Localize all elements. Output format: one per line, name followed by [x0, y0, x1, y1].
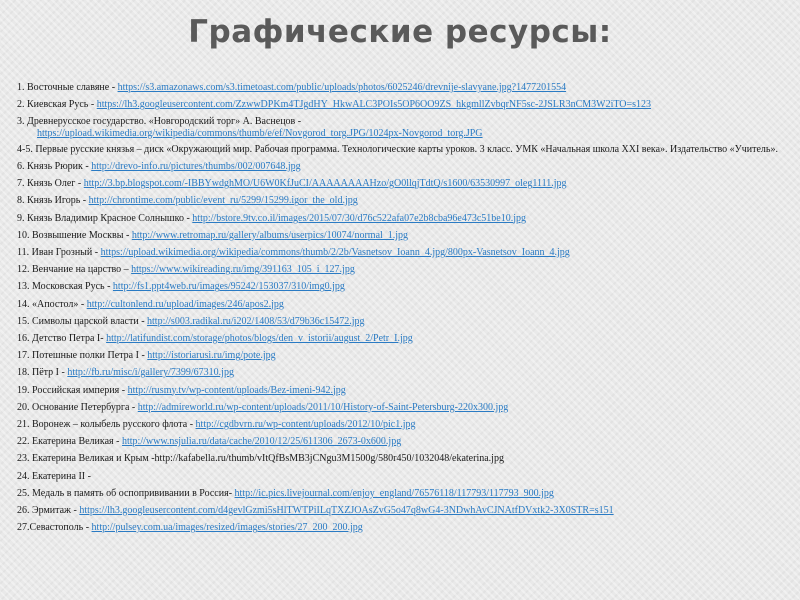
item-link[interactable]: http://s003.radikal.ru/i202/1408/53/d79b36c15472.jpg	[147, 315, 365, 327]
item-link[interactable]: http://latifundist.com/storage/photos/blogs/den_v_istorii/august_2/Petr_I.jpg	[106, 332, 413, 344]
item-text: 17. Потешные полки Петра I -	[17, 350, 148, 362]
item-text: 1. Восточные славяне -	[17, 82, 118, 93]
list-item	[17, 261, 787, 278]
list-item	[17, 278, 787, 295]
item-text: 9. Князь Владимир Красное Солнышко -	[17, 212, 193, 224]
item-link[interactable]: https://lh3.googleusercontent.com/ZzwwDPKm4TJgdHY_HkwALC3POIs5OP6OO9ZS_hkgmllZvbqrNF5sc-2JSLR3nCM3W2iTO=s123	[96, 99, 652, 111]
item-text: 26. Эрмитаж -	[17, 504, 80, 516]
list-item	[17, 244, 787, 261]
list-item	[17, 399, 787, 416]
item-link[interactable]: http://fs1.ppt4web.ru/images/95242/153037/310/img0.jpg	[112, 281, 345, 293]
list-item	[17, 364, 787, 381]
item-text: 13. Московская Русь -	[17, 281, 113, 293]
item-text: 15. Символы царской власти -	[17, 315, 148, 327]
item-link[interactable]: https://lh3.googleusercontent.com/d4gevlGzmi5sHlTWTPiILqTXZJOAsZvG5o47q8wG4-3NDwhAvCJNAtfDVxtk2-3X0STR=s151	[79, 504, 614, 516]
item-link[interactable]: http://3.bp.blogspot.com/-IBBYwdghMO/U6W0KfJuCI/AAAAAAAAHzo/gO0llqjTdtQ/s1600/63530997_oleg1111.jpg	[83, 178, 567, 190]
item-link[interactable]: http://cgdbvrn.ru/wp-content/uploads/2012/10/pic1.jpg	[195, 418, 416, 430]
item-link[interactable]: http://www.retromap.ru/gallery/albums/userpics/10074/normal_1.jpg	[131, 229, 409, 241]
list-item	[17, 519, 787, 536]
item-text: 22. Екатерина Великая -	[17, 436, 122, 448]
item-text: 3. Древнерусское государство. «Новгородский торг» А. Васнецов -	[17, 116, 302, 128]
item-text: 4-5. Первые русские князья – диск «Окружающий мир. Рабочая программа. Технологические карты уроков. 3 класс. УМК «Начальная школа XXI века». Издательство «Учитель».	[17, 144, 778, 156]
item-link[interactable]: http://ic.pics.livejournal.com/enjoy_england/76576118/117793/117793_900.jpg	[234, 487, 554, 499]
item-text: 19. Российская империя -	[17, 384, 128, 396]
item-link[interactable]: http://rusmy.tv/wp-content/uploads/Bez-imeni-942.jpg	[127, 384, 346, 396]
list-item	[17, 96, 787, 113]
item-text: 16. Детство Петра I-	[17, 332, 107, 344]
list-item	[17, 192, 787, 209]
list-item	[17, 330, 787, 347]
item-text: 12. Венчание на царство –	[17, 264, 132, 276]
list-item	[17, 450, 787, 467]
resource-list	[17, 79, 787, 536]
list-item	[17, 347, 787, 364]
list-item	[17, 416, 787, 433]
page-title: Графические ресурсы:	[188, 14, 612, 50]
item-text: 20. Основание Петербурга -	[17, 401, 138, 413]
list-item	[17, 227, 787, 244]
list-item	[17, 433, 787, 450]
list-item	[17, 175, 787, 192]
list-item	[17, 79, 787, 96]
item-link[interactable]: https://s3.amazonaws.com/s3.timetoast.com/public/uploads/photos/6025246/drevnije-slavyane.jpg?1477201554	[117, 82, 567, 93]
item-text: 21. Воронеж – колыбель русского флота -	[17, 418, 196, 430]
item-text: 14. «Апостол» -	[17, 298, 87, 310]
item-text: 7. Князь Олег -	[17, 178, 84, 190]
item-link[interactable]: http://istoriarusi.ru/img/pote.jpg	[147, 350, 276, 362]
item-link[interactable]: http://chrontime.com/public/event_ru/5299/15299.igor_the_old.jpg	[88, 195, 358, 207]
item-text: 27.Севастополь -	[17, 522, 92, 534]
list-item	[17, 113, 787, 141]
item-link[interactable]: http://www.nsjulia.ru/data/cache/2010/12/25/611306_2673-0x600.jpg	[121, 436, 402, 448]
item-link[interactable]: https://upload.wikimedia.org/wikipedia/commons/thumb/e/ef/Novgorod_torg.JPG/1024px-Novgorod_torg.JPG	[37, 127, 483, 139]
item-text: 24. Екатерина II -	[17, 470, 91, 482]
list-item	[17, 158, 787, 175]
item-text: 2. Киевская Русь -	[17, 99, 97, 111]
item-text: 11. Иван Грозный -	[17, 246, 101, 258]
list-item	[17, 502, 787, 519]
list-item	[17, 468, 787, 485]
item-text: 25. Медаль в память об оспопрививании в Россия-	[17, 487, 235, 499]
item-text: 8. Князь Игорь -	[17, 195, 89, 207]
item-text: 10. Возвышение Москвы -	[17, 229, 132, 241]
item-text: 23. Екатерина Великая и Крым -http://kafabella.ru/thumb/vItQfBsMB3jCNgu3M1500g/580r450/1032048/ekaterina.jpg	[17, 453, 504, 465]
item-link[interactable]: http://fb.ru/misc/i/gallery/7399/67310.jpg	[67, 367, 234, 379]
list-item	[17, 210, 787, 227]
item-link[interactable]: http://cultonlend.ru/upload/images/246/apos2.jpg	[86, 298, 284, 310]
list-item	[17, 141, 787, 158]
list-item	[17, 382, 787, 399]
list-item	[17, 485, 787, 502]
list-item	[17, 296, 787, 313]
item-link[interactable]: http://bstore.9tv.co.il/images/2015/07/30/d76c522afa07e2b8cba96e473c51be10.jpg	[192, 212, 527, 224]
item-text: 18. Пётр I -	[17, 367, 68, 379]
item-link[interactable]: http://pulsey.com.ua/images/resized/images/stories/27_200_200.jpg	[91, 522, 363, 534]
item-link[interactable]: http://drevo-info.ru/pictures/thumbs/002/007648.jpg	[91, 160, 301, 172]
item-text: 6. Князь Рюрик -	[17, 160, 92, 172]
list-item	[17, 313, 787, 330]
item-link[interactable]: https://upload.wikimedia.org/wikipedia/commons/thumb/2/2b/Vasnetsov_Ioann_4.jpg/800px-Vasnetsov_Ioann_4.jpg	[100, 246, 570, 258]
item-link[interactable]: https://www.wikireading.ru/img/391163_105_i_127.jpg	[131, 264, 355, 276]
item-link[interactable]: http://admireworld.ru/wp-content/uploads/2011/10/History-of-Saint-Petersburg-220x300.jpg	[137, 401, 509, 413]
